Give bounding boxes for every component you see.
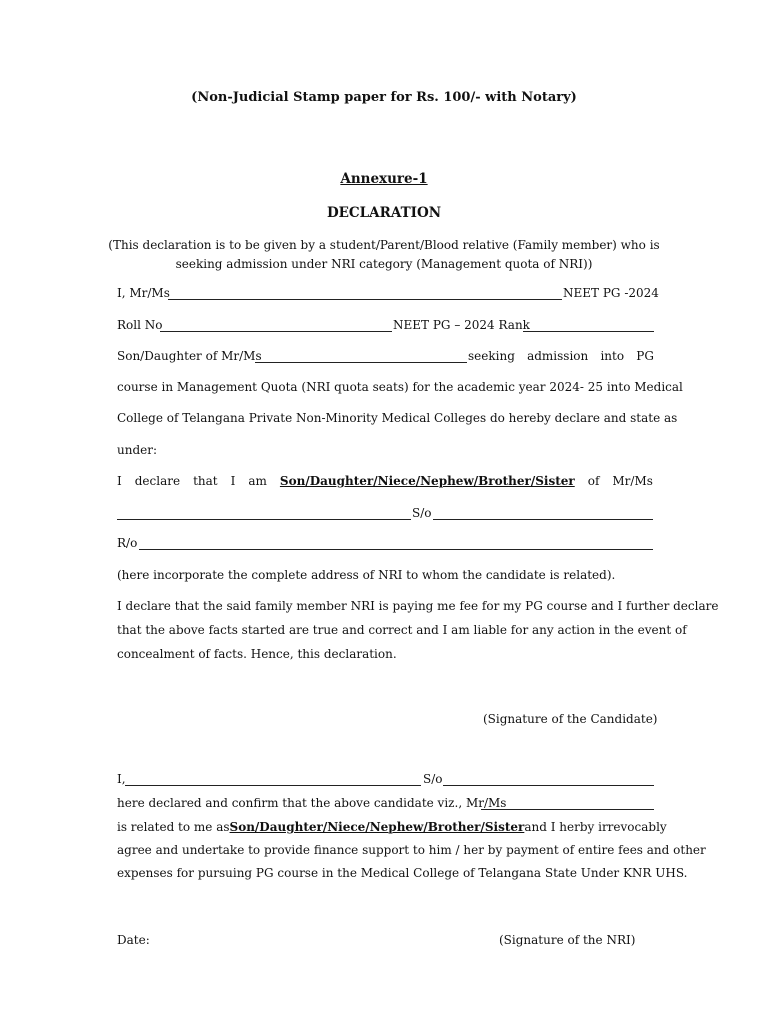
roll-no-label: Roll No: [117, 318, 163, 332]
relation-options: Son/Daughter/Niece/Nephew/Brother/Sister: [279, 474, 575, 488]
so-label: S/o: [412, 506, 432, 520]
expenses-line: expenses for pursuing PG course in the Medical College of Telangana State Under KNR UHS.: [117, 866, 688, 880]
related-suffix: and I herby irrevocably: [524, 820, 667, 834]
fee-line-2: that the above facts started are true and correct and I am liable for any action in the event of: [117, 623, 687, 637]
nri-i-label: I,: [117, 772, 126, 786]
under-label: under:: [117, 443, 158, 457]
nri-self-father-field[interactable]: [443, 785, 654, 786]
related-prefix: is related to me as: [117, 820, 230, 834]
word-pg: PG: [636, 349, 654, 363]
agree-line: agree and undertake to provide finance support to him / her by payment of entire fees and other: [117, 843, 706, 857]
address-note: (here incorporate the complete address of NRI to whom the candidate is related).: [117, 568, 616, 582]
nri-relation-row: [117, 820, 667, 834]
roll-no-field[interactable]: [160, 331, 392, 332]
word-i: I: [117, 474, 122, 488]
nri-address-field[interactable]: [139, 549, 653, 550]
college-line: College of Telangana Private Non-Minority Medical Colleges do hereby declare and state as: [117, 411, 678, 425]
annexure-title: Annexure-1: [340, 171, 428, 187]
word-admission: admission: [527, 349, 589, 363]
seeking-admission-text: [468, 349, 654, 363]
word-mrms: Mr/Ms: [612, 474, 653, 488]
date-label: Date:: [117, 933, 150, 947]
word-declare: declare: [134, 474, 181, 488]
intro-line-1: (This declaration is to be given by a student/Parent/Blood relative (Family member) who is: [108, 238, 660, 252]
candidate-signature-label: (Signature of the Candidate): [483, 712, 658, 726]
word-seeking: seeking: [468, 349, 515, 363]
neet-year-label: NEET PG -2024: [563, 286, 659, 300]
word-into: into: [600, 349, 625, 363]
declaration-heading: DECLARATION: [326, 205, 442, 221]
word-that: that: [193, 474, 218, 488]
course-line: course in Management Quota (NRI quota seats) for the academic year 2024- 25 into Medical: [117, 380, 683, 394]
nri-relation-options: Son/Daughter/Niece/Nephew/Brother/Sister: [229, 820, 525, 834]
fee-line-1: I declare that the said family member NRI is paying me fee for my PG course and I further declare: [117, 599, 719, 613]
nri-so-label: S/o: [423, 772, 443, 786]
candidate-name-field[interactable]: [168, 299, 562, 300]
confirm-candidate-name-field[interactable]: [481, 809, 654, 810]
confirm-line: here declared and confirm that the above candidate viz., Mr/Ms: [117, 796, 507, 810]
nri-signature-label: (Signature of the NRI): [499, 933, 636, 947]
stamp-paper-note: (Non-Judicial Stamp paper for Rs. 100/- with Notary): [191, 90, 577, 105]
word-am: am: [248, 474, 267, 488]
nri-self-name-field[interactable]: [125, 785, 421, 786]
relation-declaration-row: [117, 474, 653, 488]
parent-name-field[interactable]: [255, 362, 467, 363]
parent-prefix: Son/Daughter of Mr/Ms: [117, 349, 262, 363]
nri-father-field[interactable]: [433, 519, 653, 520]
word-of: of: [587, 474, 600, 488]
neet-rank-label: NEET PG – 2024 Rank: [393, 318, 530, 332]
fee-line-3: concealment of facts. Hence, this declaration.: [117, 647, 397, 661]
nri-name-field[interactable]: [117, 519, 411, 520]
neet-rank-field[interactable]: [523, 331, 654, 332]
intro-line-2: seeking admission under NRI category (Management quota of NRI)): [175, 257, 593, 271]
ro-label: R/o: [117, 536, 138, 550]
word-i-2: I: [230, 474, 236, 488]
candidate-name-prefix: I, Mr/Ms: [117, 286, 170, 300]
